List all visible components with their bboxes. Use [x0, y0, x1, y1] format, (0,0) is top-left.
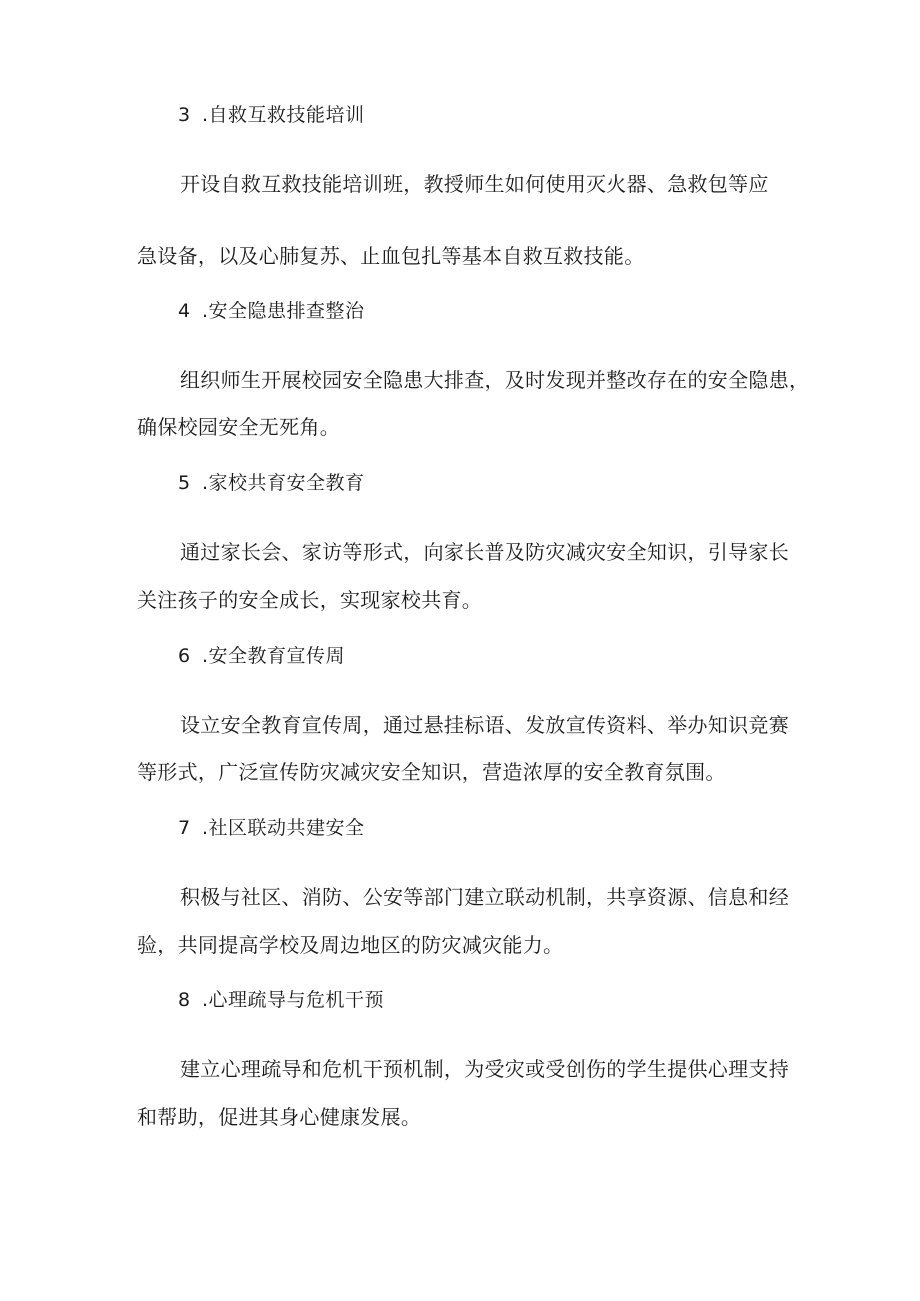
section-title: .家校共育安全教育: [202, 472, 365, 494]
section-heading: [178, 103, 365, 127]
section-heading: [178, 299, 365, 323]
section-title: .心理疏导与危机干预: [202, 989, 385, 1011]
section-heading: [178, 471, 365, 495]
paragraph-line: 关注孩子的安全成长，实现家校共育。: [137, 588, 483, 612]
section-heading: [178, 644, 345, 668]
paragraph-line: 等形式，广泛宣传防灾减灾安全知识，营造浓厚的安全教育氛围。: [137, 760, 726, 784]
paragraph-line: 设立安全教育宣传周，通过悬挂标语、发放宣传资料、举办知识竞赛: [180, 713, 789, 737]
paragraph-line: 开设自救互救技能培训班，教授师生如何使用灭火器、急救包等应: [180, 172, 769, 196]
paragraph-line: 组织师生开展校园安全隐患大排查，及时发现并整改存在的安全隐患，: [180, 368, 810, 392]
paragraph-line: 确保校园安全无死角。: [137, 415, 340, 439]
section-heading: [178, 988, 384, 1012]
paragraph-line: 验，共同提高学校及周边地区的防灾减灾能力。: [137, 933, 564, 957]
section-number: 6: [178, 645, 191, 667]
section-number: 3: [178, 104, 191, 126]
section-title: .安全隐患排查整治: [202, 300, 365, 322]
section-number: 7: [178, 817, 191, 839]
section-number: 4: [178, 300, 191, 322]
section-title: .安全教育宣传周: [202, 645, 346, 667]
paragraph-line: 通过家长会、家访等形式，向家长普及防灾减灾安全知识，引导家长: [180, 540, 789, 564]
section-title: .社区联动共建安全: [202, 817, 365, 839]
section-title: .自救互救技能培训: [202, 104, 365, 126]
paragraph-line: 建立心理疏导和危机干预机制，为受灾或受创伤的学生提供心理支持: [180, 1057, 789, 1081]
paragraph-line: 急设备，以及心肺复苏、止血包扎等基本自救互救技能。: [137, 244, 645, 268]
section-heading: [178, 816, 365, 840]
paragraph-line: 积极与社区、消防、公安等部门建立联动机制，共享资源、信息和经: [180, 885, 789, 909]
paragraph-line: 和帮助，促进其身心健康发展。: [137, 1105, 422, 1129]
section-number: 5: [178, 472, 191, 494]
section-number: 8: [178, 989, 191, 1011]
